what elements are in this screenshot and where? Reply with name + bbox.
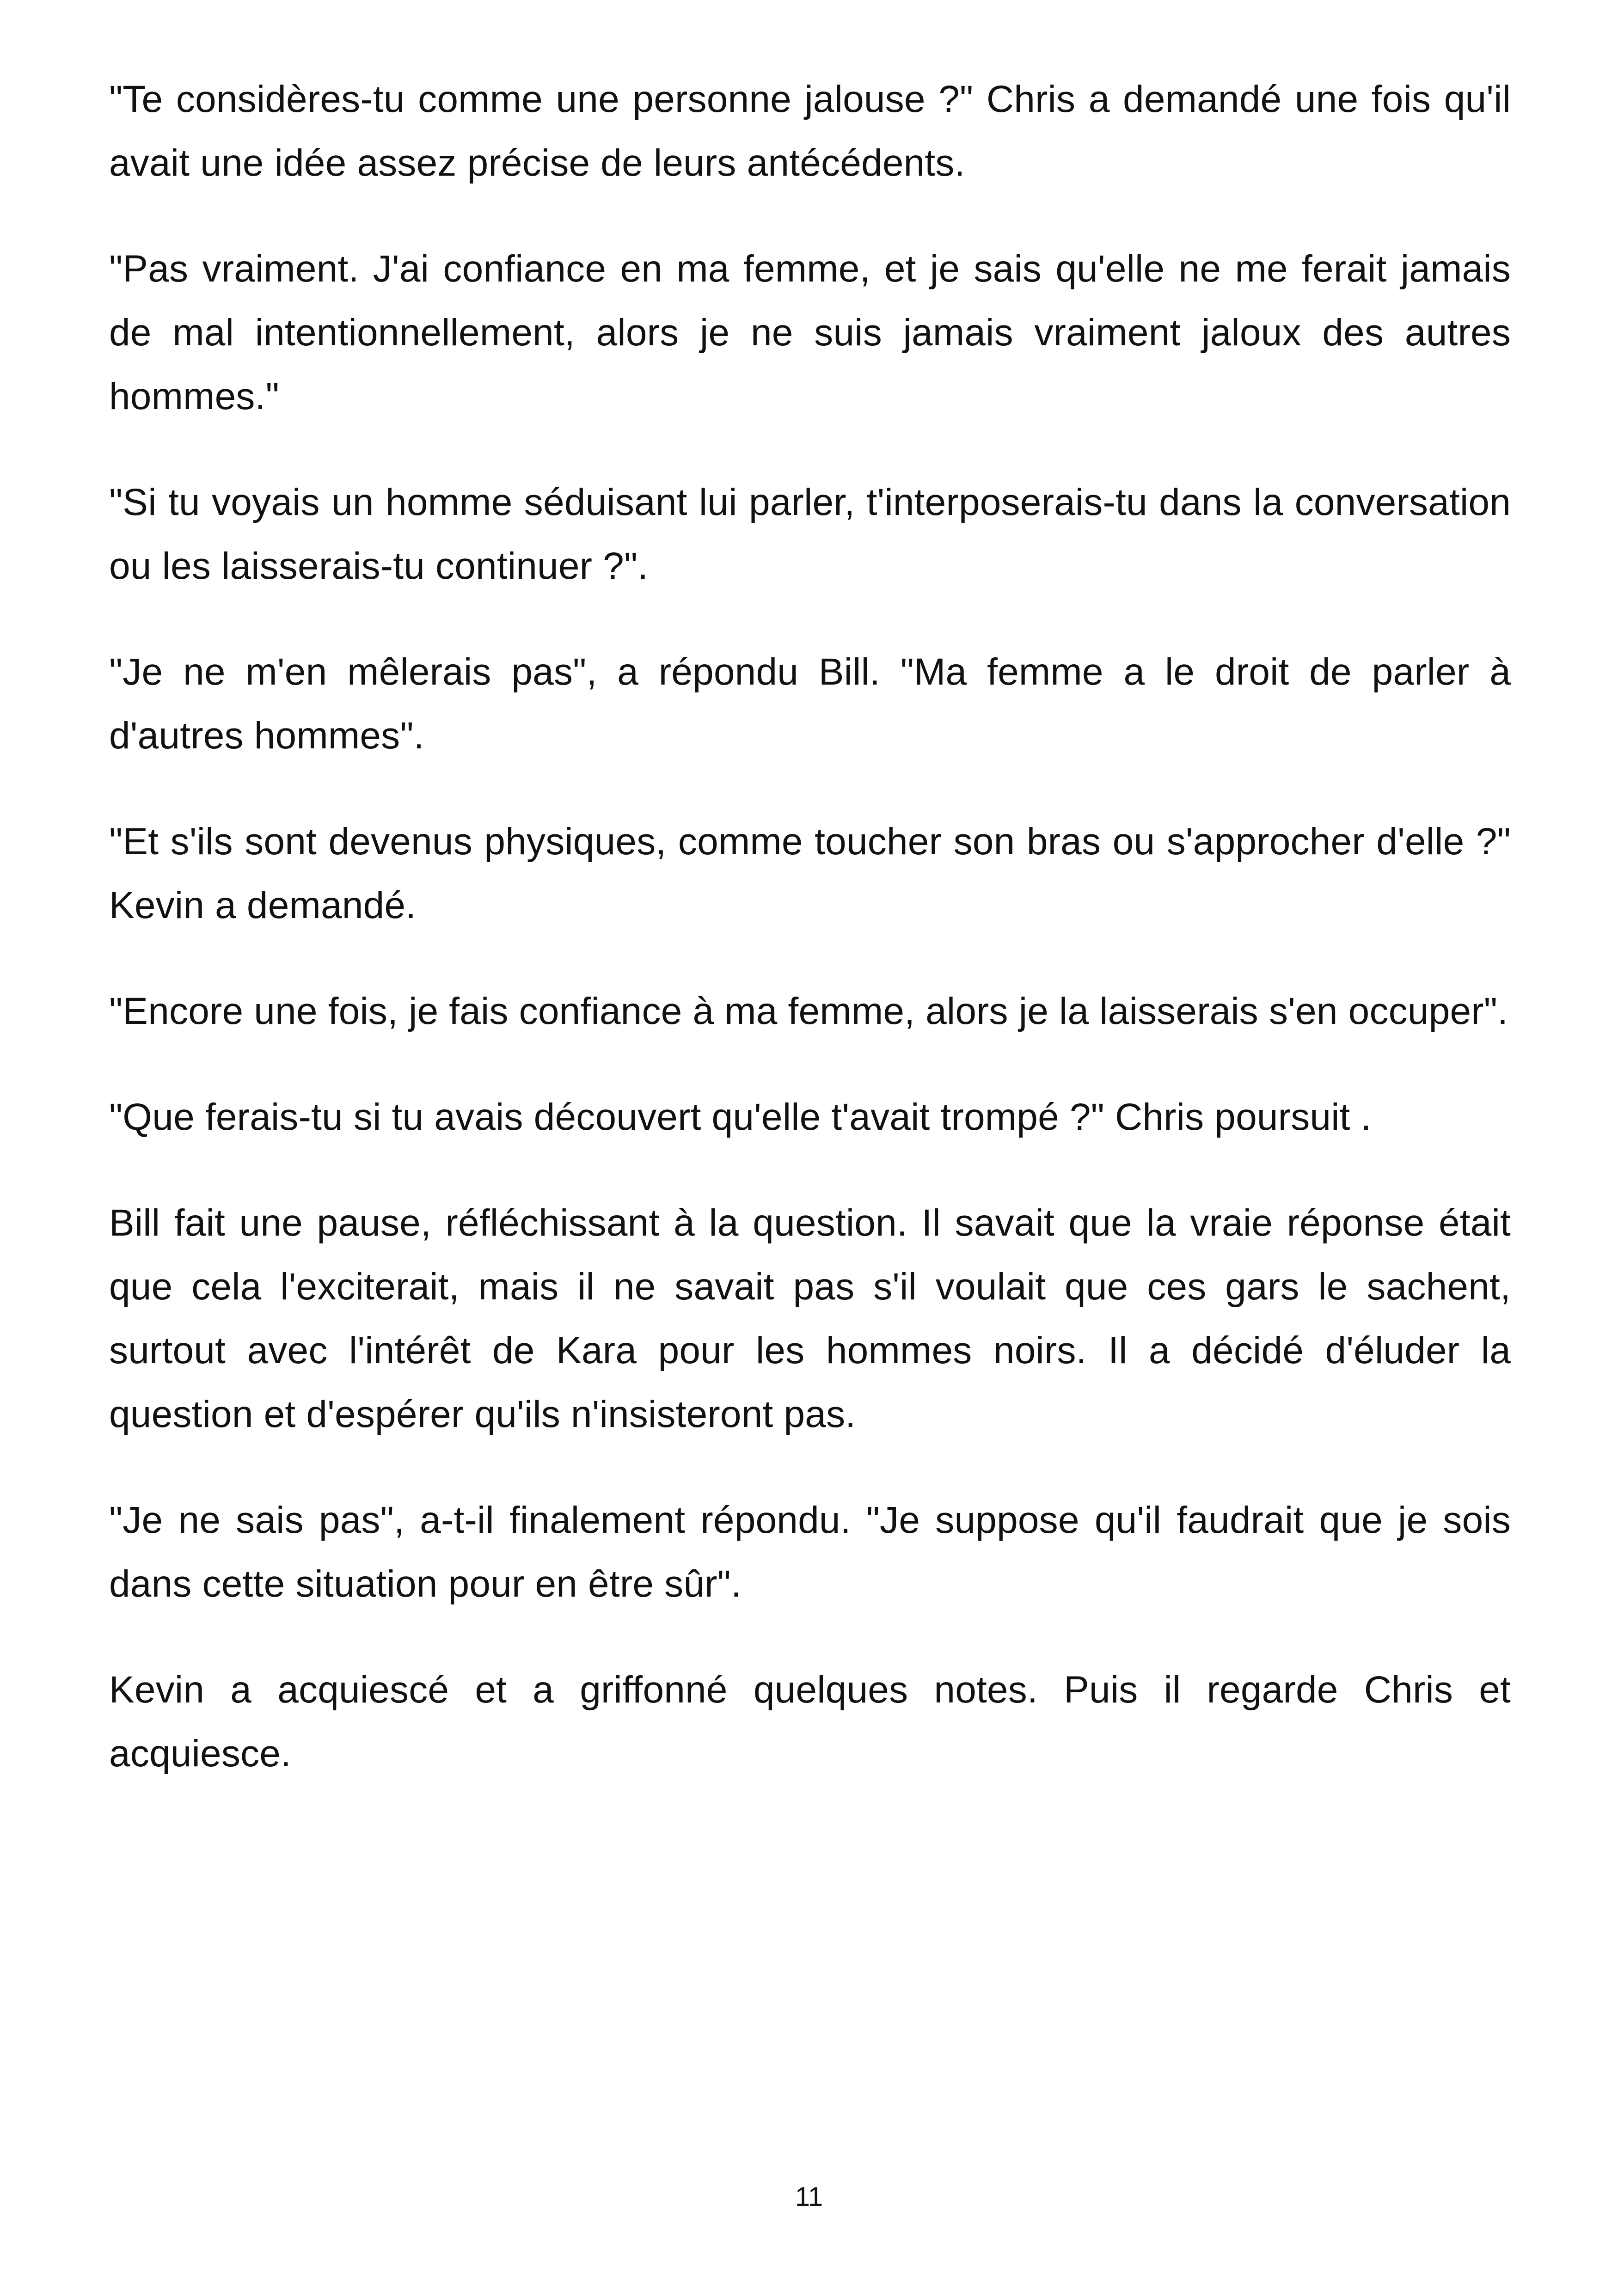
paragraph-5: "Et s'ils sont devenus physiques, comme toucher son bras ou s'approcher d'elle ?" Kevin a demandé. — [109, 820, 1511, 926]
body-text — [109, 67, 1511, 1828]
paragraph-1: "Te considères-tu comme une personne jalouse ?" Chris a demandé une fois qu'il avait une idée assez précise de leurs antécédents. — [109, 78, 1511, 184]
paragraph-2: "Pas vraiment. J'ai confiance en ma femme, et je sais qu'elle ne me ferait jamais de mal intentionnellement, alors je ne suis jamais vraiment jaloux des autres hommes." — [109, 248, 1511, 417]
paragraph-10: Kevin a acquiescé et a griffonné quelques notes. Puis il regarde Chris et acquiesce. — [109, 1669, 1511, 1775]
page-number: 11 — [795, 2182, 823, 2212]
paragraph-6: "Encore une fois, je fais confiance à ma femme, alors je la laisserais s'en occuper". — [109, 990, 1508, 1032]
paragraph-8: Bill fait une pause, réfléchissant à la question. Il savait que la vraie réponse était que cela l'exciterait, mais il ne savait pas s'il voulait que ces gars le sachent, surtout avec l'intérêt de Kara pour les hommes noirs. Il a décidé d'éluder la question et d'espérer qu'ils n'insisteront pas. — [109, 1202, 1511, 1435]
paragraph-3: "Si tu voyais un homme séduisant lui parler, t'interposerais-tu dans la conversation ou les laisserais-tu continuer ?". — [109, 481, 1511, 587]
paragraph-7: "Que ferais-tu si tu avais découvert qu'elle t'avait trompé ?" Chris poursuit . — [109, 1096, 1372, 1138]
paragraph-4: "Je ne m'en mêlerais pas", a répondu Bill. "Ma femme a le droit de parler à d'autres hommes". — [109, 651, 1511, 757]
paragraph-9: "Je ne sais pas", a-t-il finalement répondu. "Je suppose qu'il faudrait que je sois dans cette situation pour en être sûr". — [109, 1499, 1511, 1605]
